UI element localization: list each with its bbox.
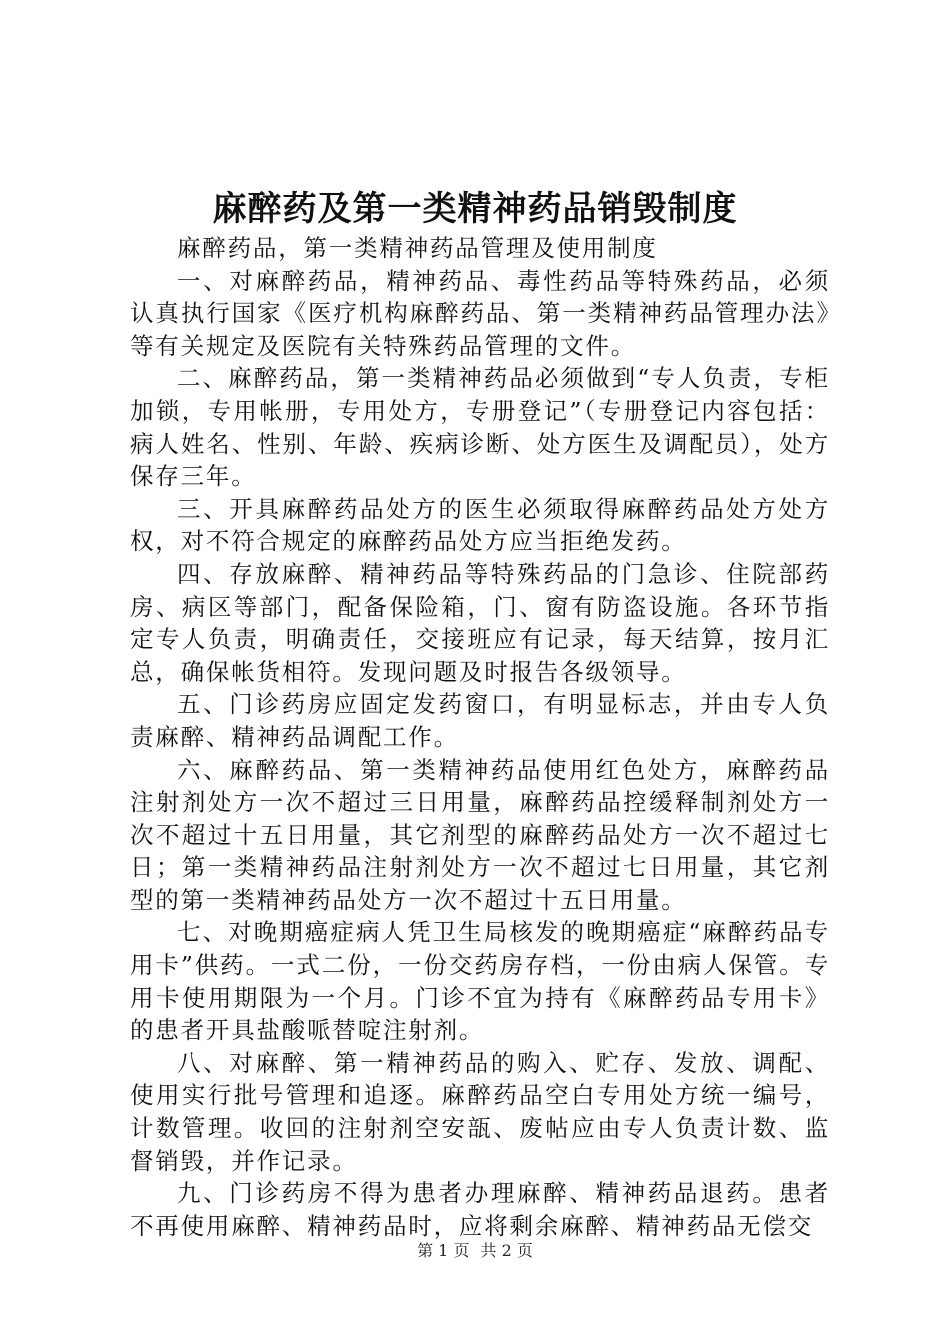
paragraph-8: 八、对麻醉、第一精神药品的购入、贮存、发放、调配、使用实行批号管理和追逐。麻醉药品空白专用处方统一编号，计数管理。收回的注射剂空安瓿、废帖应由专人负责计数、监督销毁，并作记录。 bbox=[130, 1048, 830, 1175]
paragraph-5: 五、门诊药房应固定发药窗口，有明显标志，并由专人负责麻醉、精神药品调配工作。 bbox=[130, 690, 830, 751]
page-total: 共 2 页 bbox=[480, 1241, 533, 1260]
paragraph-4: 四、存放麻醉、精神药品等特殊药品的门急诊、住院部药房、病区等部门，配备保险箱，门、窗有防盗设施。各环节指定专人负责，明确责任，交接班应有记录，每天结算，按月汇总，确保帐货相符。发现问题及时报告各级领导。 bbox=[130, 559, 830, 686]
document-title: 麻醉药及第一类精神药品销毁制度 bbox=[212, 189, 738, 229]
document-body bbox=[130, 232, 830, 1242]
page-footer bbox=[0, 1240, 950, 1262]
paragraph-3: 三、开具麻醉药品处方的医生必须取得麻醉药品处方处方权，对不符合规定的麻醉药品处方应当拒绝发药。 bbox=[130, 494, 830, 556]
paragraph-9: 九、门诊药房不得为患者办理麻醉、精神药品退药。患者不再使用麻醉、精神药品时，应将剩余麻醉、精神药品无偿交 bbox=[130, 1179, 830, 1240]
paragraph-6: 六、麻醉药品、第一类精神药品使用红色处方，麻醉药品注射剂处方一次不超过三日用量，麻醉药品控缓释制剂处方一次不超过十五日用量，其它剂型的麻醉药品处方一次不超过七日；第一类精神药品注射剂处方一次不超过七日用量，其它剂型的第一类精神药品处方一次不超过十五日用量。 bbox=[130, 755, 830, 914]
paragraph-intro: 麻醉药品，第一类精神药品管理及使用制度 bbox=[177, 234, 658, 262]
page-number: 第 1 页 bbox=[417, 1241, 470, 1260]
paragraph-7: 七、对晚期癌症病人凭卫生局核发的晚期癌症“麻醉药品专用卡”供药。一式二份，一份交药房存档，一份由病人保管。专用卡使用期限为一个月。门诊不宜为持有《麻醉药品专用卡》的患者开具盐酸哌替啶注射剂。 bbox=[130, 918, 830, 1045]
paragraph-1: 一、对麻醉药品，精神药品、毒性药品等特殊药品，必须认真执行国家《医疗机构麻醉药品、第一类精神药品管理办法》等有关规定及医院有关特殊药品管理的文件。 bbox=[130, 266, 830, 360]
paragraph-2: 二、麻醉药品，第一类精神药品必须做到“专人负责，专柜加锁，专用帐册，专用处方，专册登记”（专册登记内容包括：病人姓名、性别、年龄、疾病诊断、处方医生及调配员），处方保存三年。 bbox=[130, 364, 830, 491]
